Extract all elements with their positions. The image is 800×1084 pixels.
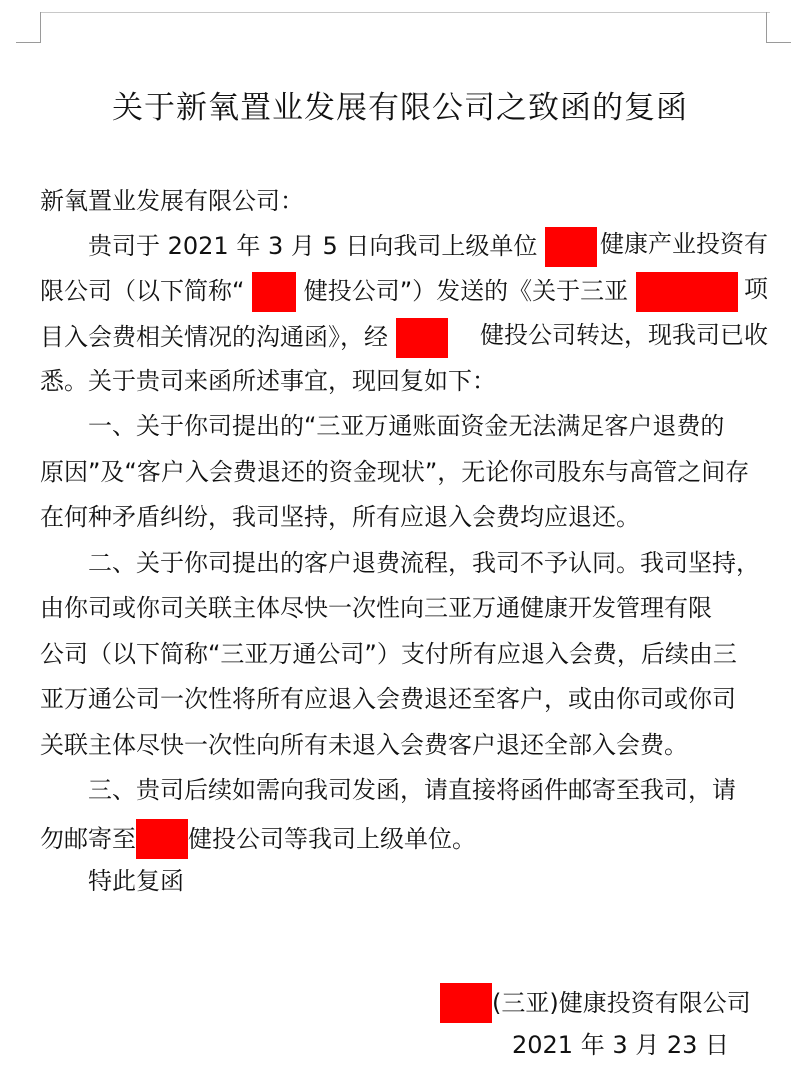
paragraph-3-line-3: 公司（以下简称“三亚万通公司”）支付所有应退入会费，后续由三 — [40, 640, 737, 668]
paragraph-3-line-4: 亚万通公司一次性将所有应退入会费退还至客户，或由你司或你司 — [40, 685, 736, 713]
margin-corner-mark-left — [16, 12, 41, 43]
paragraph-1-text: 贵司于 2021 年 3 月 5 日向我司上级单位 — [88, 232, 538, 260]
paragraph-1-line-1 — [88, 227, 768, 267]
document-title: 关于新氧置业发展有限公司之致函的复函 — [112, 90, 688, 126]
paragraph-1-text: 限公司（以下简称“ — [40, 277, 245, 305]
redaction-box — [440, 983, 492, 1023]
margin-corner-mark-right — [766, 12, 791, 43]
paragraph-4-line-1: 三、贵司后续如需向我司发函，请直接将函件邮寄至我司，请 — [88, 776, 736, 804]
redaction-box — [636, 272, 738, 312]
redaction-box — [545, 227, 597, 267]
paragraph-3-line-5: 关联主体尽快一次性向所有未退入会费客户退还全部入会费。 — [40, 731, 688, 759]
paragraph-4-text: 勿邮寄至 — [40, 825, 136, 853]
redaction-box — [252, 272, 296, 312]
paragraph-4-text: 健投公司等我司上级单位。 — [188, 825, 476, 853]
paragraph-1-text: 项 — [744, 275, 768, 303]
paragraph-4-line-2 — [40, 819, 476, 859]
signature-company-name: (三亚)健康投资有限公司 — [492, 989, 751, 1017]
paragraph-1-text: 健投公司转达，现我司已收 — [480, 321, 768, 349]
paragraph-2-line-1: 一、关于你司提出的“三亚万通账面资金无法满足客户退费的 — [88, 412, 725, 440]
paragraph-1-line-3 — [40, 318, 768, 358]
page-top-rule — [40, 12, 770, 13]
closing-line: 特此复函 — [88, 867, 184, 895]
signature-company — [440, 983, 751, 1032]
paragraph-1-text: 健康产业投资有 — [600, 230, 768, 258]
paragraph-2-line-2: 原因”及“客户入会费退还的资金现状”，无论你司股东与高管之间存 — [40, 458, 750, 486]
paragraph-2-line-3: 在何种矛盾纠纷，我司坚持，所有应退入会费均应退还。 — [40, 503, 640, 531]
signature-date: 2021 年 3 月 23 日 — [512, 1031, 730, 1059]
paragraph-1-text: 健投公司”）发送的《关于三亚 — [303, 277, 629, 305]
paragraph-1-line-2 — [40, 272, 768, 312]
paragraph-1-line-4: 悉。关于贵司来函所述事宜，现回复如下： — [40, 367, 496, 395]
paragraph-1-text: 目入会费相关情况的沟通函》，经 — [40, 323, 388, 351]
salutation: 新氧置业发展有限公司： — [40, 187, 304, 215]
redaction-box — [396, 318, 448, 358]
paragraph-3-line-1: 二、关于你司提出的客户退费流程，我司不予认同。我司坚持， — [88, 549, 760, 577]
redaction-box — [136, 819, 188, 859]
paragraph-3-line-2: 由你司或你司关联主体尽快一次性向三亚万通健康开发管理有限 — [40, 594, 712, 622]
